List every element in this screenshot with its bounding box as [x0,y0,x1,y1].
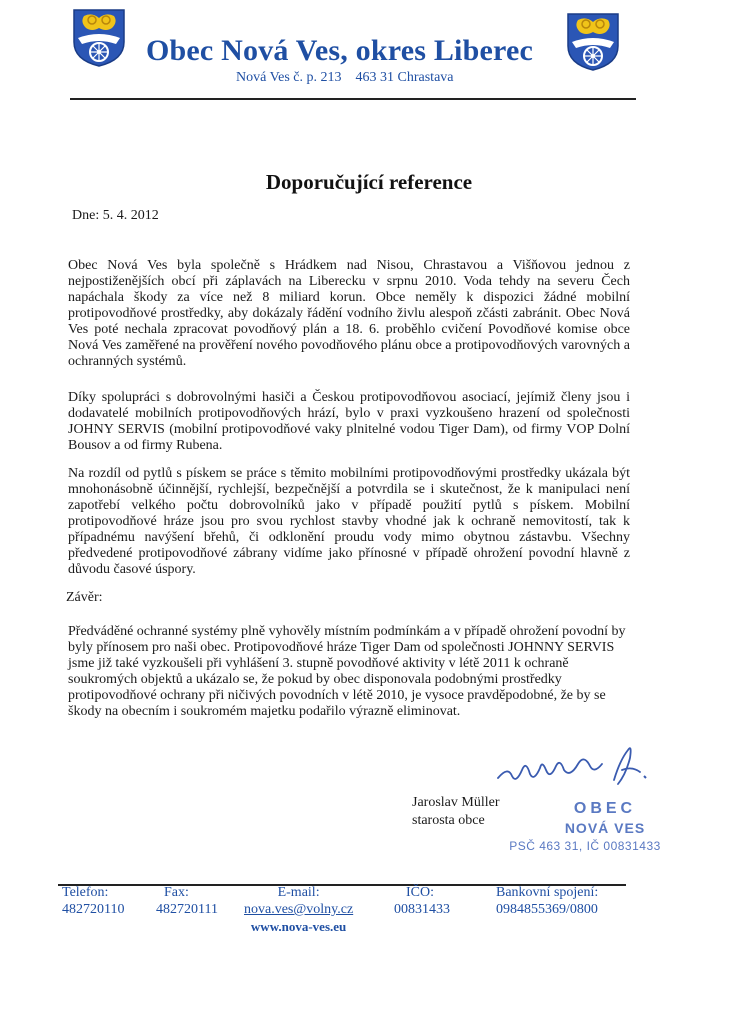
email-label: E-mail: [277,885,320,900]
ico-label: IČO: [406,885,434,900]
fax-label: Fax: [164,885,189,900]
coat-of-arms-icon [72,8,126,68]
coat-of-arms-icon [566,12,620,72]
signer-block [412,794,499,830]
bank-label: Bankovní spojení: [496,885,599,900]
fax-value: 482720111 [156,902,218,917]
document-date: Dne: 5. 4. 2012 [72,208,159,223]
conclusion-heading: Závěr: [66,590,103,605]
footer-phone [62,884,124,918]
footer-email [244,884,353,935]
signer-name: Jaroslav Müller [412,795,500,810]
phone-value: 482720110 [62,902,125,917]
stamp-line-3: PSČ 463 31, IČ 00831433 [509,839,661,853]
org-name: Obec Nová Ves, okres Liberec [146,34,533,67]
stamp-line-1: OBEC [573,800,637,817]
paragraph-comparison: Na rozdíl od pytlů s pískem se práce s těmito mobilními protipovodňovými prostředky ukázala být mnohonásobně účinnější, rychlejší, bezpečnější a potvrdila se i skutečnost, že k manipulaci není zapotřebí velkého počtu dobrovolníků jako v případě použití pytlů s pískem. Mobilní protipovodňové hráze jsou pro svou rychlost stavby vhodné jak k ochraně nemovitostí, tak k případnému navýšení břehů, či odklonění proudu vody mimo obytnou zástavbu. Všechny předvedené protipovodňové zábrany vidíme jako přínosné v případě ohrožení povodní hlavně z důvodu časové úspory. [68,466,630,577]
address-city: 463 31 Chrastava [355,70,454,85]
signer-role: starosta obce [412,813,485,828]
document-title: Doporučující reference [265,170,473,194]
official-stamp [500,800,670,853]
handwritten-signature [494,740,664,792]
footer-ico [394,884,450,918]
email-link[interactable]: nova.ves@volny.cz [244,902,354,917]
header-divider [70,98,636,100]
ico-value: 00831433 [394,902,450,917]
bank-value: 0984855369/0800 [496,902,598,917]
paragraph-cooperation: Díky spolupráci s dobrovolnými hasiči a Českou protipovodňovou asociací, jejímiž členy jsou i dodavatelé mobilních protipovodňových hrází, bylo v praxi vyzkoušeno hrazení od společnosti JOHNY SERVIS (mobilní protipovodňové vaky plnitelné vodou Tiger Dam), od firmy VOP Dolní Bousov a od firmy Rubena. [68,390,630,453]
footer-fax [156,884,218,918]
footer-bank [496,884,598,918]
stamp-line-2: NOVÁ VES [564,820,646,836]
org-address [236,70,454,86]
website-link[interactable]: www.nova-ves.eu [250,919,347,934]
address-street: Nová Ves č. p. 213 [236,70,342,85]
paragraph-conclusion: Předváděné ochranné systémy plně vyhověly místním podmínkám a v případě ohrožení povodní by byly přínosem pro naši obec. Protipovodňové hráze Tiger Dam od společnosti JOHNNY SERVIS jsme již také vyzkoušeli při vyhlášení 3. stupně povodňové aktivity v létě 2011 k ochraně soukromých objektů a ukázalo se, že pokud by obec disponovala podobnými prostředky protipovodňové ochrany při ničivých povodních v létě 2010, je vysoce pravděpodobné, že by se škody na obecním i soukromém majetku podařilo výrazně eliminovat. [68,624,626,719]
paragraph-intro: Obec Nová Ves byla společně s Hrádkem nad Nisou, Chrastavou a Višňovou jednou z nejpostiženějších obcí při záplavách na Liberecku v srpnu 2010. Voda tehdy na severu Čech napáchala škody za více než 8 miliard korun. Obce neměly k dispozici žádné mobilní protipovodňové prostředky, aby dokázaly řádění vodního živlu alespoň zčásti zabránit. Obec Nová Ves poté nechala zpracovat povodňový plán a 18. 6. proběhlo cvičení Povodňové komise obce Nová Ves zaměřené na prověření nového povodňového plánu obce a protipovodňových varovných a ochranných systémů. [68,258,630,369]
phone-label: Telefon: [62,885,109,900]
